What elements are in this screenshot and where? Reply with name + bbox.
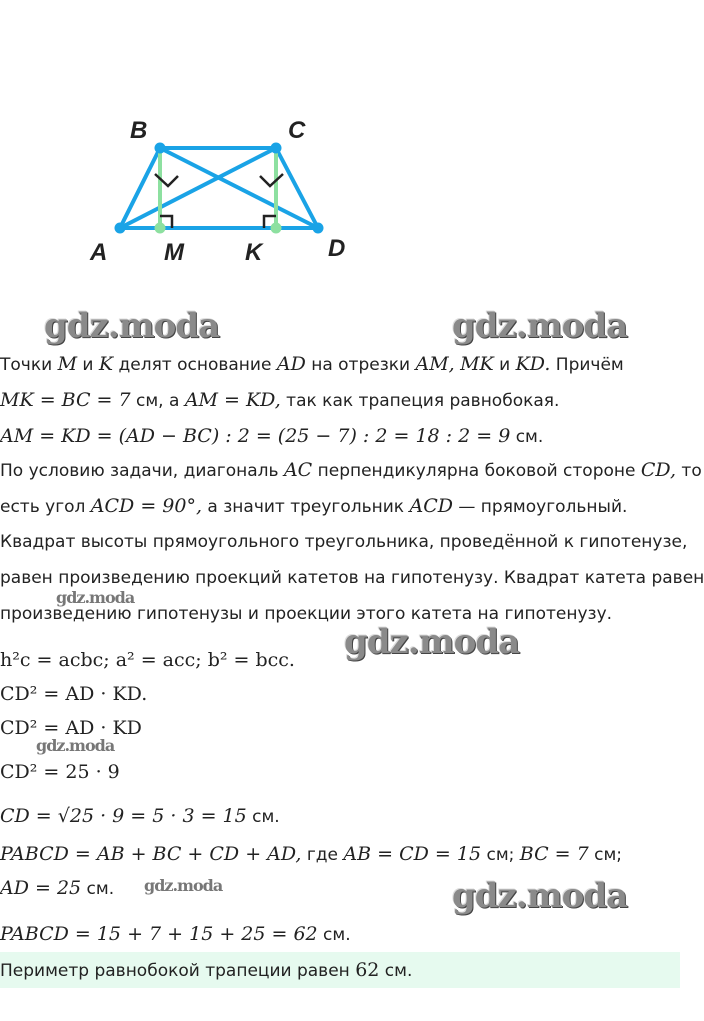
label-d: D [328,235,346,262]
formula-8: PABCD = 15 + 7 + 15 + 25 = 62 см. [0,923,351,945]
vertices [115,143,324,234]
formula-6: PABCD = AB + BC + CD + AD, где AB = CD = 15 см; BC = 7 см; [0,843,623,865]
trapezoid-diagram [80,110,380,280]
text-line-2: MK = BC = 7 см, а AM = KD, так как трапеция равнобокая. [0,389,560,411]
text-line-6: Квадрат высоты прямоугольного треугольника, проведённой к гипотенузе, [0,532,688,552]
text-line-1: Точки M и K делят основание AD на отрезки AM, MK и KD. Причём [0,353,624,375]
formula-3: CD² = AD · KD [0,717,142,739]
formula-1: h²c = acbc; a² = acc; b² = bcc. [0,649,295,671]
text-line-8: произведению гипотенузы и проекции этого катета на гипотенузу. [0,604,613,624]
formula-5: CD = √25 · 9 = 5 · 3 = 15 см. [0,805,280,827]
watermark: gdz.moda [44,306,220,346]
formula-7: AD = 25 см. [0,877,115,899]
label-a: A [90,239,108,266]
text-line-4: По условию задачи, диагональ AC перпендикулярна боковой стороне CD, то [0,459,702,481]
watermark: gdz.moda [344,622,520,662]
formula-2: CD² = AD · KD. [0,683,148,705]
watermark: gdz.moda [452,876,628,916]
text-line-3: AM = KD = (AD − BC) : 2 = (25 − 7) : 2 = 18 : 2 = 9 см. [0,425,544,447]
label-c: C [288,117,306,144]
label-k: K [245,239,263,266]
watermark: gdz.moda [36,736,115,755]
diagonal-bd [160,148,318,228]
label-m: M [164,239,184,266]
heights [160,148,276,228]
text-line-5: есть угол ACD = 90°, а значит треугольник ACD — прямоугольный. [0,495,628,517]
trapezoid-lines [120,148,318,228]
label-b: B [130,117,148,144]
watermark: gdz.moda [452,306,628,346]
watermark: gdz.moda [56,588,135,607]
text-line-7: равен произведению проекций катетов на гипотенузу. Квадрат катета равен [0,568,704,588]
answer-box: Периметр равнобокой трапеции равен 62 см. [0,952,680,988]
diagonal-ac [120,148,276,228]
watermark: gdz.moda [144,876,223,895]
formula-4: CD² = 25 · 9 [0,761,120,783]
